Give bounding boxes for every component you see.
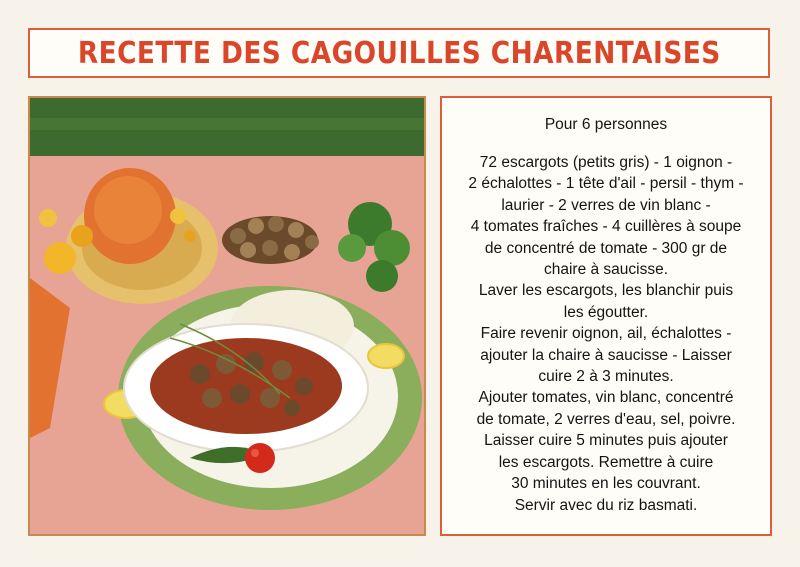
recipe-line: Faire revenir oignon, ail, échalottes - [480,325,732,343]
recipe-line: cuire 2 à 3 minutes. [538,368,674,386]
recipe-line: Ajouter tomates, vin blanc, concentré [478,389,734,407]
recipe-line: Laver les escargots, les blanchir puis [478,282,734,300]
recipe-line: Servir avec du riz basmati. [514,496,698,514]
recipe-line: Laisser cuire 5 minutes puis ajouter [484,432,728,450]
recipe-panel [440,96,772,536]
dish-photo [28,96,426,536]
title-banner [28,28,770,78]
recipe-line: ajouter la chaire à saucisse - Laisser [480,346,732,364]
recipe-line: laurier - 2 verres de vin blanc - [501,196,711,214]
recipe-line: 72 escargots (petits gris) - 1 oignon - [479,154,733,171]
recipe-instructions [452,152,760,516]
recipe-line: 2 échalottes - 1 tête d'ail - persil - thym - [468,175,744,193]
recipe-line: de concentré de tomate - 300 gr de [484,239,728,257]
recipe-line: les égoutter. [563,303,649,321]
cherry-tomato [245,443,275,473]
snail-dish [124,324,368,452]
recipe-line: 4 tomates fraîches - 4 cuillères à soupe [470,218,742,236]
dish-illustration [30,98,424,534]
recipe-line: 30 minutes en les couvrant. [511,475,701,493]
page-title: RECETTE DES CAGOUILLES CHARENTAISES [77,35,721,71]
recipe-line: les escargots. Remettre à cuire [498,453,714,471]
recipe-line: chaire à saucisse. [543,261,669,279]
servings-label: Pour 6 personnes [544,116,668,133]
recipe-line: de tomate, 2 verres d'eau, sel, poivre. [476,410,736,428]
